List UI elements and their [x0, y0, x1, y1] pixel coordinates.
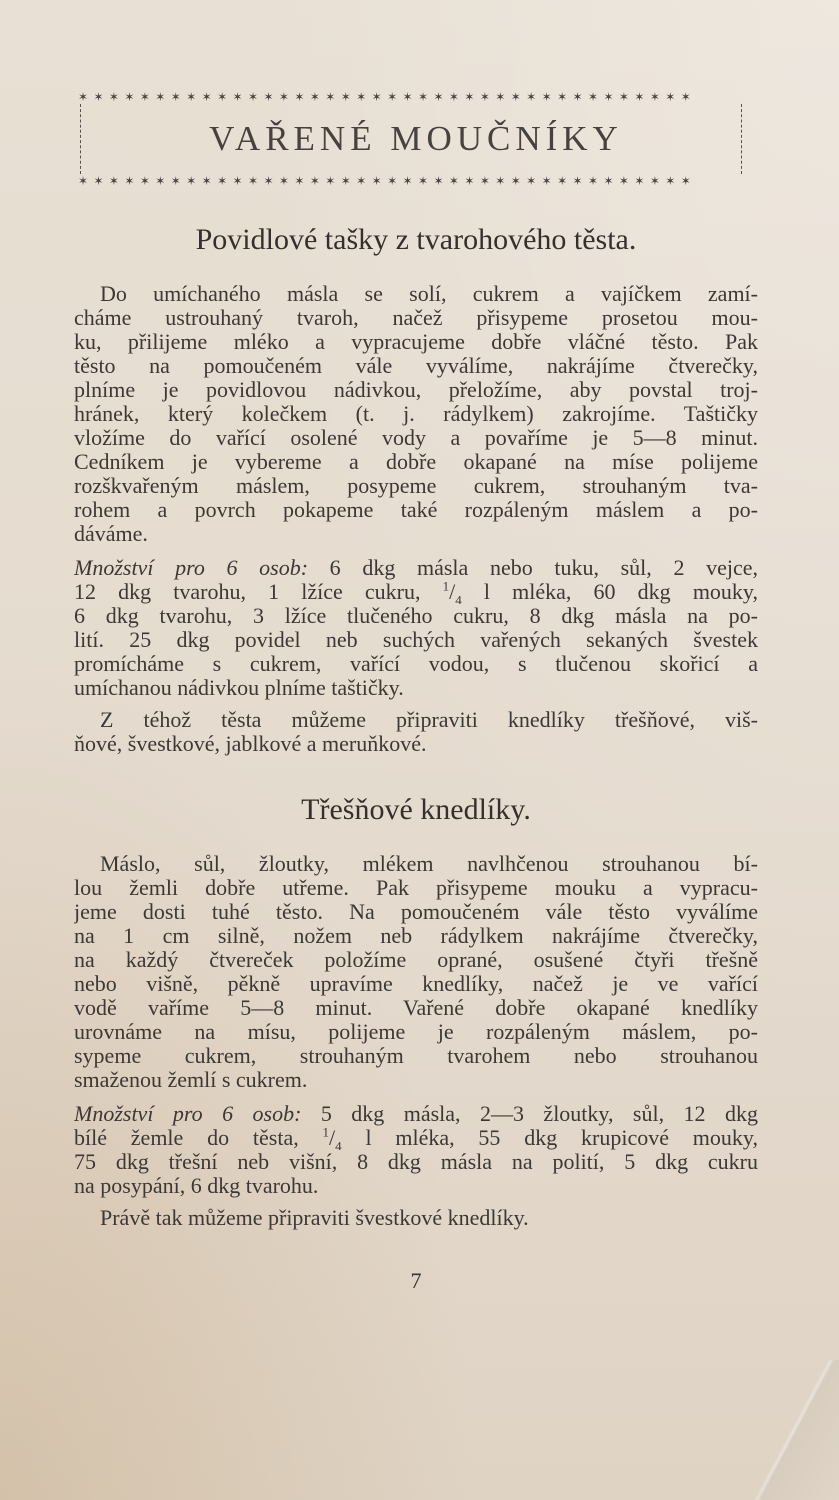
text-line: nebo višně, pěkně upravíme knedlíky, načež je ve vařící: [74, 972, 758, 996]
text-line: jeme dosti tuhé těsto. Na pomoučeném vále těsto vyválíme: [74, 900, 758, 924]
text-line: smaženou žemlí s cukrem.: [74, 1068, 308, 1092]
text-line: vodě vaříme 5—8 minut. Vařené dobře okapané knedlíky: [74, 996, 758, 1020]
text-segment: l mléka, 60 dkg mouky,: [461, 580, 758, 604]
text-line: na každý čtvereček položíme oprané, osušené čtyři třešně: [74, 948, 758, 972]
text-line: umíchanou nádivkou plníme taštičky.: [74, 676, 404, 700]
text-line: na posypání, 6 dkg tvarohu.: [74, 1174, 319, 1198]
quantity-label: Množství pro 6 osob:: [74, 556, 309, 580]
recipe-method: [74, 282, 758, 546]
recipe-note: [74, 1206, 758, 1230]
recipe-title: Třešňové knedlíky.: [301, 793, 531, 826]
text-segment: 5 dkg másla, 2—3 žloutky, sůl, 12 dkg: [301, 1102, 758, 1126]
text-line: ňové, švestkové, jablkové a meruňkové.: [74, 732, 427, 756]
chapter-header-frame: [78, 92, 754, 186]
text-line: cháme ustrouhaný tvaroh, načež přisypeme prosetou mou-: [74, 306, 758, 330]
text-line: lití. 25 dkg povidel neb suchých vařených sekaných švestek: [74, 628, 758, 652]
text-line: dáváme.: [74, 522, 148, 546]
text-line: rohem a povrch pokapeme také rozpáleným máslem a po-: [74, 498, 758, 522]
text-line: 75 dkg třešní neb višní, 8 dkg másla na polití, 5 dkg cukru: [74, 1150, 758, 1174]
chapter-title: VAŘENÉ MOUČNÍKY: [209, 119, 623, 158]
fraction: $^1/_4$: [443, 580, 462, 604]
text-line: 6 dkg tvarohu, 3 lžíce tlučeného cukru, 8 dkg másla na po-: [74, 604, 758, 628]
fraction-numerator: 1: [322, 1126, 330, 1140]
text-line: ku, přilijeme mléko a vypracujeme dobře vláčné těsto. Pak: [74, 330, 758, 354]
text-segment: 6 dkg másla nebo tuku, sůl, 2 vejce,: [308, 556, 758, 580]
ornamental-border-top: ✶ ✶ ✶ ✶ ✶ ✶ ✶ ✶ ✶ ✶ ✶ ✶ ✶ ✶ ✶ ✶ ✶ ✶ ✶ ✶ ✶ ✶ ✶ ✶ ✶ ✶ ✶ ✶ ✶ ✶ ✶ ✶ ✶ ✶ ✶ ✶ ✶ ✶ ✶ ✶: [78, 92, 692, 102]
text-column: [74, 92, 758, 1294]
text-line: Cedníkem je vybereme a dobře okapané na míse polijeme: [74, 450, 758, 474]
text-line: Máslo, sůl, žloutky, mlékem navlhčenou strouhanou bí-: [100, 852, 758, 876]
text-line: těsto na pomoučeném vále vyválíme, nakrájíme čtverečky,: [74, 354, 758, 378]
page-number: 7: [410, 1268, 422, 1293]
text-line: urovnáme na mísu, polijeme je rozpáleným máslem, po-: [74, 1020, 758, 1044]
fraction-denominator: 4: [335, 1138, 342, 1150]
page-corner-crease: [749, 1360, 839, 1500]
recipe-method: [74, 852, 758, 1092]
text-line: sypeme cukrem, strouhaným tvarohem nebo strouhanou: [74, 1044, 758, 1068]
text-line: Do umíchaného másla se solí, cukrem a vajíčkem zamí-: [100, 282, 758, 306]
text-segment: bílé žemle do těsta,: [74, 1126, 323, 1150]
fraction-denominator: 4: [455, 592, 462, 604]
recipe-quantities: [74, 556, 758, 700]
text-line: Z téhož těsta můžeme připraviti knedlíky třešňové, viš-: [100, 708, 758, 732]
text-line: promícháme s cukrem, vařící vodou, s tlučenou skořicí a: [74, 652, 758, 676]
ornamental-border-bottom: ✶ ✶ ✶ ✶ ✶ ✶ ✶ ✶ ✶ ✶ ✶ ✶ ✶ ✶ ✶ ✶ ✶ ✶ ✶ ✶ ✶ ✶ ✶ ✶ ✶ ✶ ✶ ✶ ✶ ✶ ✶ ✶ ✶ ✶ ✶ ✶ ✶ ✶ ✶ ✶: [78, 176, 692, 186]
text-line: plníme je povidlovou nádivkou, přeložíme, aby povstal troj-: [74, 378, 758, 402]
fraction: $^1/_4$: [323, 1126, 342, 1150]
fraction-numerator: 1: [442, 580, 450, 594]
recipe-note: [74, 708, 758, 756]
text-line: hránek, který kolečkem (t. j. rádylkem) zakrojíme. Taštičky: [74, 402, 758, 426]
quantity-label: Množství pro 6 osob:: [74, 1102, 302, 1126]
text-line: na 1 cm silně, nožem neb rádylkem nakrájíme čtverečky,: [74, 924, 758, 948]
text-line: Právě tak můžeme připraviti švestkové knedlíky.: [100, 1206, 529, 1230]
recipe-title: Povidlové tašky z tvarohového těsta.: [195, 223, 637, 256]
recipe-quantities: [74, 1102, 758, 1198]
text-line: rozškvařeným máslem, posypeme cukrem, strouhaným tva-: [74, 474, 758, 498]
text-line: lou žemli dobře utřeme. Pak přisypeme mouku a vypracu-: [74, 876, 758, 900]
text-segment: l mléka, 55 dkg krupicové mouky,: [341, 1126, 758, 1150]
text-segment: 12 dkg tvarohu, 1 lžíce cukru,: [74, 580, 443, 604]
text-line: vložíme do vařící osolené vody a povaříme je 5—8 minut.: [74, 426, 758, 450]
